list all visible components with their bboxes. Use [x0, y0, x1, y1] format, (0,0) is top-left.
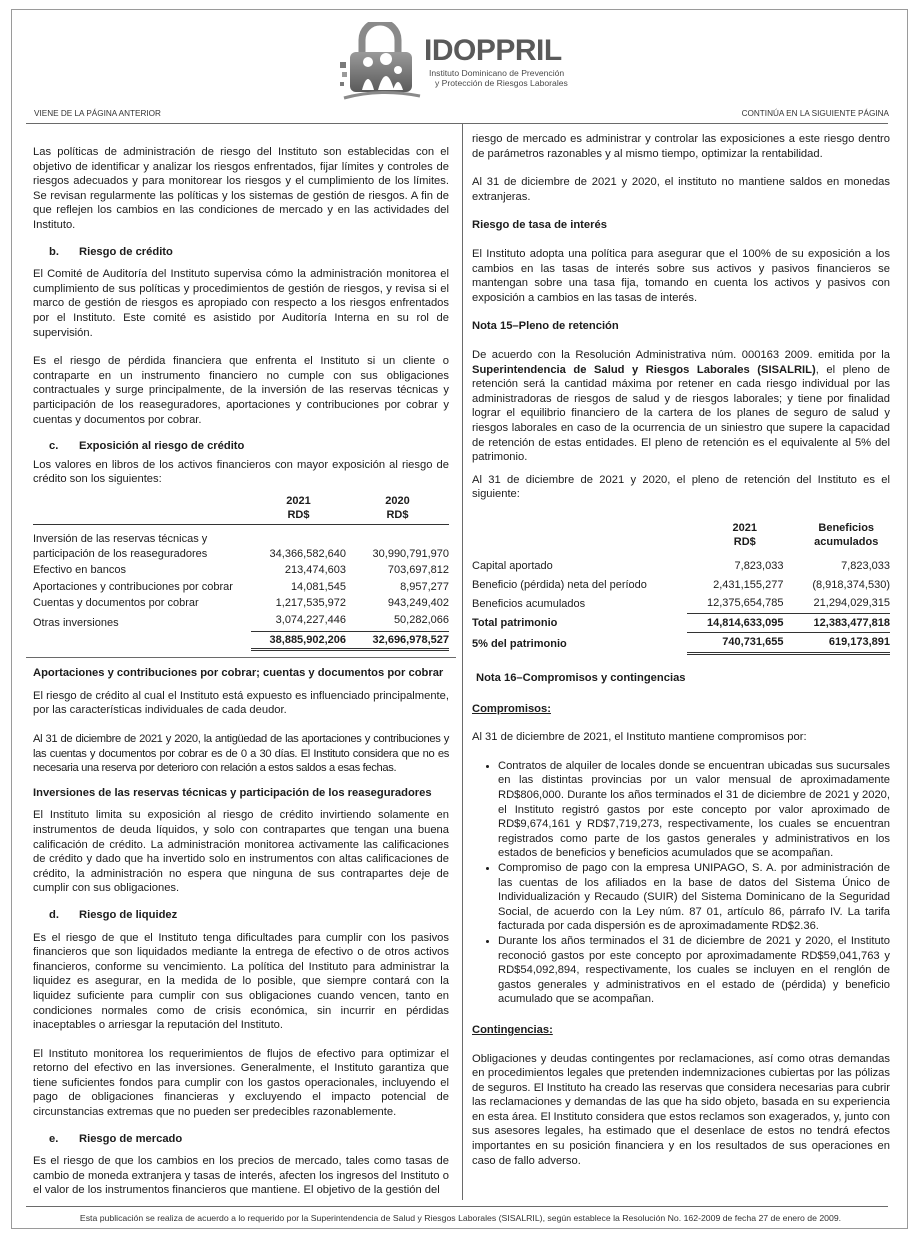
- row-label: Total patrimonio: [472, 617, 558, 630]
- value-2021: 7,823,033: [734, 560, 784, 573]
- row-label: Cuentas y documentos por cobrar: [33, 597, 199, 610]
- value-2021: 3,074,227,446: [275, 614, 346, 627]
- risk-policy-paragraph: Las políticas de administración de riesgo del Instituto son establecidas con el objetivo de identificar y analizar los riesgos enfrentados, fijar límites y controles de riesgos adecuados y para monitorear los riesgos y el cumplimiento de los límites. Se revisan regularmente las políticas y los sistemas de gestión de riesgos. A fin de que reflejen los cambios en las condiciones de mercado y en las actividades del Instituto.: [33, 146, 449, 231]
- sisalril-name: Superintendencia de Salud y Riesgos Laborales (SISALRIL): [472, 363, 816, 376]
- value-2021: 1,217,535,972: [275, 597, 346, 610]
- logo-subtitle-line-2: y Protección de Riesgos Laborales: [435, 78, 568, 88]
- value-2020: 8,957,277: [400, 580, 449, 593]
- value-beneficios: 619,173,891: [783, 633, 890, 654]
- row-label: Beneficios acumulados: [472, 597, 586, 610]
- section-d-heading: [33, 908, 449, 923]
- table-total-row: [472, 613, 890, 633]
- table-row: [472, 576, 890, 595]
- table-row: [472, 557, 890, 576]
- list-item: • Durante los años terminados el 31 de diciembre de 2021 y 2020, el Instituto reconoció gastos por este concepto por aproximadamente RD$59,041,763 y RD$54,092,894, respectivamente, los cuales se incluyen en el renglón de gastos generales y administrativos en el estado de (pérdida) y beneficio acumulado que se acompañan.: [498, 934, 890, 1007]
- book-values-intro: Los valores en libros de los activos financieros con mayor exposición al riesgo de crédito son los siguientes:: [33, 458, 449, 486]
- foreign-currency-paragraph: Al 31 de diciembre de 2021 y 2020, el instituto no mantiene saldos en monedas extranjeras.: [472, 176, 890, 203]
- investments-heading: Inversiones de las reservas técnicas y participación de los reaseguradores: [33, 786, 432, 799]
- column-header-2021: 2021 RD$: [286, 494, 311, 522]
- value-2021: 2,431,155,277: [713, 578, 784, 591]
- left-column: [33, 145, 449, 1198]
- value-2021: 213,474,603: [284, 564, 346, 577]
- logo-subtitle-line-1: Instituto Dominicano de Prevención: [429, 68, 565, 78]
- table-row: [33, 562, 449, 579]
- section-rule: [26, 657, 456, 658]
- section-letter: c.: [49, 440, 59, 453]
- retention-table: [472, 520, 890, 655]
- logo-subtitle: [429, 68, 568, 88]
- interest-rate-paragraph: El Instituto adopta una política para asegurar que el 100% de su exposición a los cambios en las tasas de interés sobre sus activos y pasivos financieros se mantengan sobre una tasa fija, tomando en cuenta los activos y pasivos con exposición a cambios en las tasas de interés.: [472, 247, 890, 304]
- list-item: • Compromiso de pago con la empresa UNIPAGO, S. A. por administración de las cuentas de los afiliados en la base de datos del Sistema Único de Individualización y Recaudo (SUIR) del Sistema Dominicano de la Seguridad Social, de acuerdo con la Ley núm. 87 01, artículo 86, párrafo IV. La tarifa facturada por cada dispersión es de aproximadamente RD$2.36.: [498, 861, 890, 934]
- section-title: Exposición al riesgo de crédito: [79, 440, 245, 453]
- section-letter: b.: [49, 245, 59, 258]
- section-title: Riesgo de liquidez: [79, 908, 178, 921]
- table-row: [33, 579, 449, 596]
- investments-paragraph: El Instituto limita su exposición al riesgo de crédito invirtiendo solamente en instrumentos de deuda líquidos, y solo con contrapartes que tengan una buena calificación de crédito. La administración monitorea activamente las calificaciones de crédito y dado que ha invertido solo en instrumentos con altas calificaciones de crédito, la administración no espera que ninguna de sus contrapartes deje de cumplir con sus obligaciones.: [33, 809, 449, 895]
- column-divider: [462, 124, 463, 1200]
- value-2020: 703,697,812: [387, 564, 449, 577]
- table-total-row: [33, 631, 449, 650]
- value-2021: 12,375,654,785: [687, 594, 783, 613]
- value-beneficios: 21,294,029,315: [783, 594, 890, 613]
- section-title: Riesgo de crédito: [79, 245, 173, 258]
- contingencias-paragraph: Obligaciones y deudas contingentes por reclamaciones, así como otras demandas en procedimientos legales que pretenden indemnizaciones cubiertas por las pólizas de seguros. El Instituto ha creado las reservas que considera necesarias para cubrir las reclamaciones y demandas de las que ha sido objeto, basada en su experiencia en esta área. El Instituto considera que estos reclamos son exagerados, y, junto con sus asesores legales, ha estimado que el desenlace de estos no tendrá efectos importantes en su posición financiera y en los resultados de sus operaciones en caso de fallo adverso.: [472, 1052, 890, 1167]
- total-2020: 32,696,978,527: [346, 631, 449, 650]
- idoppril-logo: [340, 22, 600, 100]
- row-label: Otras inversiones: [33, 616, 119, 629]
- row-label: Capital aportado: [472, 560, 553, 573]
- commitments-list: [472, 759, 890, 1007]
- value-beneficios: (8,918,374,530): [812, 578, 890, 591]
- footer-note: Esta publicación se realiza de acuerdo a lo requerido por la Superintendencia de Salud y Riesgos Laborales (SISALRIL), según establece la Resolución No. 162-2009 de fecha 27 de enero de 2009.: [79, 1213, 842, 1223]
- row-label: Inversión de las reservas técnicas y participación de los reaseguradores: [33, 533, 208, 560]
- credit-risk-definition-paragraph: Es el riesgo de pérdida financiera que enfrenta el Instituto si un cliente o contraparte en un instrumento financiero no cumple con sus obligaciones contractuales y surge principalmente, de la inversión de las reservas técnicas y participación de los reaseguradores, aportaciones y contribuciones por cobrar y cuentas y documentos por cobrar.: [33, 355, 449, 426]
- aging-paragraph: Al 31 de diciembre de 2021 y 2020, la antigüedad de las aportaciones y contribuciones y las cuentas y documentos por cobrar es de 0 a 30 días. El Instituto considera que no es necesaria una reserva por deterioro con relación a estos saldos a esas fechas.: [33, 733, 449, 775]
- next-page-note: CONTINÚA EN LA SIGUIENTE PÁGINA: [741, 109, 889, 118]
- interest-rate-heading: Riesgo de tasa de interés: [472, 219, 607, 232]
- value-2020: 50,282,066: [393, 614, 449, 627]
- table-header-row: [33, 493, 449, 525]
- value-2021: 14,814,633,095: [706, 616, 784, 629]
- logo-wordmark: IDOPPRIL: [424, 34, 562, 67]
- table-total-row: [472, 633, 890, 654]
- list-item: • Contratos de alquiler de locales donde se encuentran ubicadas sus sucursales en las distintas provincias por un valor mensual de aproximadamente RD$806,000. Durante los años terminados el 31 de diciembre de 2021 y 2020, el Instituto registró gastos por este concepto por valor aproximado de RD$9,674,161 y RD$7,719,273, respectivamente, los cuales se encuentran registrados como parte de los gastos generales y administrativos en los estados de beneficios y beneficios acumulados que se acompañan.: [498, 759, 890, 861]
- section-e-heading: [33, 1132, 449, 1147]
- table-row: [33, 595, 449, 612]
- audit-committee-paragraph: El Comité de Auditoría del Instituto supervisa cómo la administración monitorea el cumplimiento de sus políticas y procedimientos de gestión de riesgos, y revisa si el marco de gestión de riesgos es apropiado con respecto a los riesgos enfrentados por el Instituto. Este comité es asistido por Auditoría Interna en su rol de supervisión.: [33, 268, 449, 339]
- value-2021: 740,731,655: [687, 633, 783, 654]
- footer-rule: [26, 1206, 888, 1207]
- column-header-2020: 2020 RD$: [385, 494, 410, 522]
- row-label: Efectivo en bancos: [33, 564, 126, 577]
- market-risk-continued: riesgo de mercado es administrar y controlar las exposiciones a este riesgo dentro de parámetros razonables y al mismo tiempo, optimizar la rentabilidad.: [472, 133, 890, 160]
- cash-flow-paragraph: El Instituto monitorea los requerimientos de flujos de efectivo para optimizar el retorno del efectivo en las inversiones. Generalmente, el Instituto garantiza que tiene suficientes fondos para cumplir con los gastos operacionales, incluyendo el pago de obligaciones financieras y excluyendo el impacto potencial de circunstancias extremas que no pueden ser predecibles razonablemente.: [33, 1047, 449, 1119]
- value-2021: 14,081,545: [290, 580, 346, 593]
- column-header-2021: 2021 RD$: [732, 521, 757, 549]
- value-2020: 30,990,791,970: [372, 547, 449, 560]
- lock-family-logo-icon: [340, 22, 424, 100]
- value-2021: 34,366,582,640: [269, 547, 346, 560]
- right-column: [472, 132, 890, 1168]
- header-rule: [26, 123, 888, 124]
- section-c-heading: [33, 439, 449, 454]
- retention-resolution-paragraph: De acuerdo con la Resolución Administrativa núm. 000163 2009. emitida por la Superintendencia de Salud y Riesgos Laborales (SISALRIL), el pleno de retención será la cantidad máxima por retener en cada riesgo individual por las administradoras de riesgos de salud y de riesgos laborales; y tiene por finalidad lograr el equilibrio financiero de la cartera de los planes de seguro de salud y riesgos laborales en caso de la ocurrencia de un siniestro que supere la capacidad de retención de estas entidades. El pleno de retención es el equivalente al 5% del patrimonio.: [472, 348, 890, 464]
- compromisos-intro: Al 31 de diciembre de 2021, el Instituto mantiene compromisos por:: [472, 731, 807, 744]
- value-beneficios: 7,823,033: [841, 560, 890, 573]
- row-label: Aportaciones y contribuciones por cobrar: [33, 580, 233, 593]
- section-letter: d.: [49, 908, 59, 921]
- row-label: Beneficio (pérdida) neta del período: [472, 578, 647, 591]
- row-label: 5% del patrimonio: [472, 637, 567, 650]
- note-15-heading: Nota 15–Pleno de retención: [472, 320, 619, 333]
- table-row: [33, 612, 449, 631]
- compromisos-heading: Compromisos:: [472, 702, 551, 715]
- receivables-paragraph: El riesgo de crédito al cual el Instituto está expuesto es influenciado principalmente, por las características individuales de cada deudor.: [33, 689, 449, 717]
- section-letter: e.: [49, 1132, 59, 1145]
- credit-exposure-table: [33, 493, 449, 651]
- previous-page-note: VIENE DE LA PÁGINA ANTERIOR: [34, 109, 161, 118]
- value-2020: 943,249,402: [387, 597, 449, 610]
- column-header-beneficios: Beneficios acumulados: [814, 521, 879, 549]
- retention-intro: Al 31 de diciembre de 2021 y 2020, el pleno de retención del Instituto es el siguiente:: [472, 473, 890, 501]
- total-2021: 38,885,902,206: [251, 631, 346, 650]
- liquidity-paragraph: Es el riesgo de que el Instituto tenga dificultades para cumplir con los pasivos financieros que son liquidados mediante la entrega de efectivo o de otros activos financieros, conforme su vencimiento. La política del Instituto para administrar la liquidez es asegurar, en la medida de lo posible, que siempre contará con la liquidez suficiente para cumplir con sus obligaciones cuando vencen, tanto en condiciones normales como de crisis económica, sin incurrir en pérdidas inaceptables o arriesgar la reputación del Instituto.: [33, 931, 449, 1032]
- table-row: [472, 594, 890, 613]
- market-risk-paragraph: Es el riesgo de que los cambios en los precios de mercado, tales como tasas de cambio de moneda extranjera y tasas de interés, afecten los ingresos del Instituto o el valor de los instrumentos financieros que mantiene. El objetivo de la gestión del: [33, 1155, 449, 1197]
- contingencias-heading: Contingencias:: [472, 1023, 553, 1036]
- receivables-heading: Aportaciones y contribuciones por cobrar; cuentas y documentos por cobrar: [33, 667, 444, 680]
- section-b-heading: [33, 245, 449, 260]
- note-16-heading: Nota 16–Compromisos y contingencias: [476, 672, 686, 685]
- value-beneficios: 12,383,477,818: [813, 616, 890, 629]
- table-row: [33, 531, 449, 562]
- table-header-row: [472, 520, 890, 551]
- section-title: Riesgo de mercado: [79, 1132, 183, 1145]
